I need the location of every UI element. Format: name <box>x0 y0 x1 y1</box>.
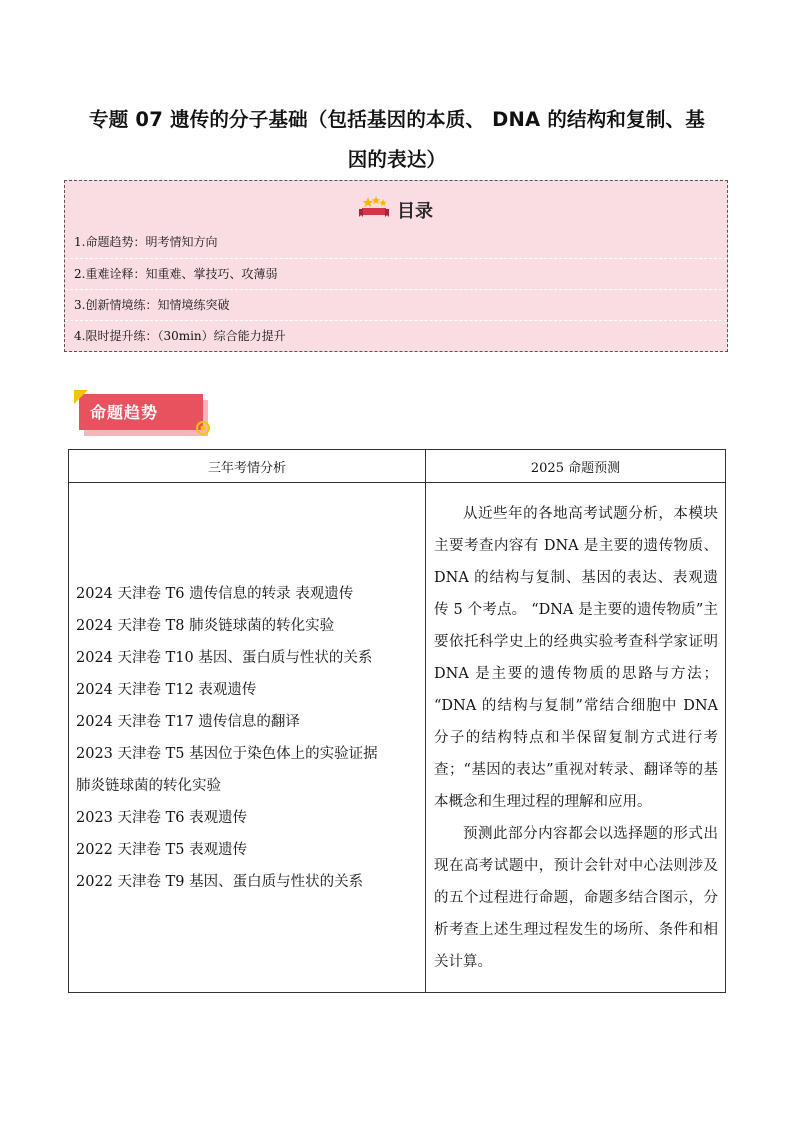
exam-item: 2024 天津卷 T10 基因、蛋白质与性状的关系 <box>76 649 373 666</box>
exam-item: 2023 天津卷 T6 表观遗传 <box>76 809 248 826</box>
exam-analysis-table <box>68 449 726 993</box>
exam-list-cell <box>69 483 426 993</box>
prediction-paragraph-2: 预测此部分内容都会以选择题的形式出现在高考试题中，预计会针对中心法则涉及的五个过程进行命题，命题多结合图示，分析考查上述生理过程发生的场所、条件和相关计算。 <box>434 825 718 970</box>
toc-item-4[interactable]: 4.限时提升练：（30min）综合能力提升 <box>65 320 727 350</box>
table-header-row <box>69 450 726 483</box>
exam-item: 2024 天津卷 T17 遗传信息的翻译 <box>76 713 300 730</box>
toc-heading: 目录 <box>397 201 433 222</box>
toc-header <box>65 191 727 227</box>
exam-item: 2024 天津卷 T6 遗传信息的转录 表观遗传 <box>76 585 354 602</box>
exam-item: 2022 天津卷 T5 表观遗传 <box>76 841 248 858</box>
table-of-contents <box>64 180 728 352</box>
prediction-paragraph-1: 从近些年的各地高考试题分析，本模块主要考查内容有 DNA 是主要的遗传物质、DNA 的结构与复制、基因的表达、表观遗传 5 个考点。 “DNA 是主要的遗传物质”主要依托科学史上的经典实验考查科学家证明 DNA 是主要的遗传物质的思路与方法； “DNA 的结构与复制”常结合细胞中 DNA 分子的结构特点和半保留复制方式进行考查；“基因的表达”重视对转录、翻译等的基本概念和生理过程的理解和应用。 <box>434 505 718 810</box>
table-body-row <box>69 483 726 993</box>
toc-item-2[interactable]: 2.重难诠释：知重难、掌技巧、攻薄弱 <box>65 258 727 288</box>
title-line-1: 专题 07 遗传的分子基础（包括基因的本质、 DNA 的结构和复制、基 <box>89 108 705 131</box>
document-title <box>70 100 724 180</box>
exam-item: 2024 天津卷 T8 肺炎链球菌的转化实验 <box>76 617 335 634</box>
exam-item: 2024 天津卷 T12 表观遗传 <box>76 681 257 698</box>
exam-item: 肺炎链球菌的转化实验 <box>76 777 221 794</box>
header-three-year-analysis: 三年考情分析 <box>69 450 426 483</box>
section-tag-label: 命题趋势 <box>90 403 159 422</box>
section-tag-trend <box>74 390 214 442</box>
header-2025-prediction: 2025 命题预测 <box>426 450 726 483</box>
toc-item-3[interactable]: 3.创新情境练：知情境练突破 <box>65 289 727 319</box>
exam-item: 2023 天津卷 T5 基因位于染色体上的实验证据 <box>76 745 378 762</box>
toc-item-1[interactable]: 1.命题趋势：明考情知方向 <box>74 235 218 249</box>
title-line-2: 因的表达） <box>347 148 447 171</box>
exam-item: 2022 天津卷 T9 基因、蛋白质与性状的关系 <box>76 873 364 890</box>
ribbon-badge-icon <box>359 195 389 219</box>
prediction-cell <box>426 483 726 993</box>
